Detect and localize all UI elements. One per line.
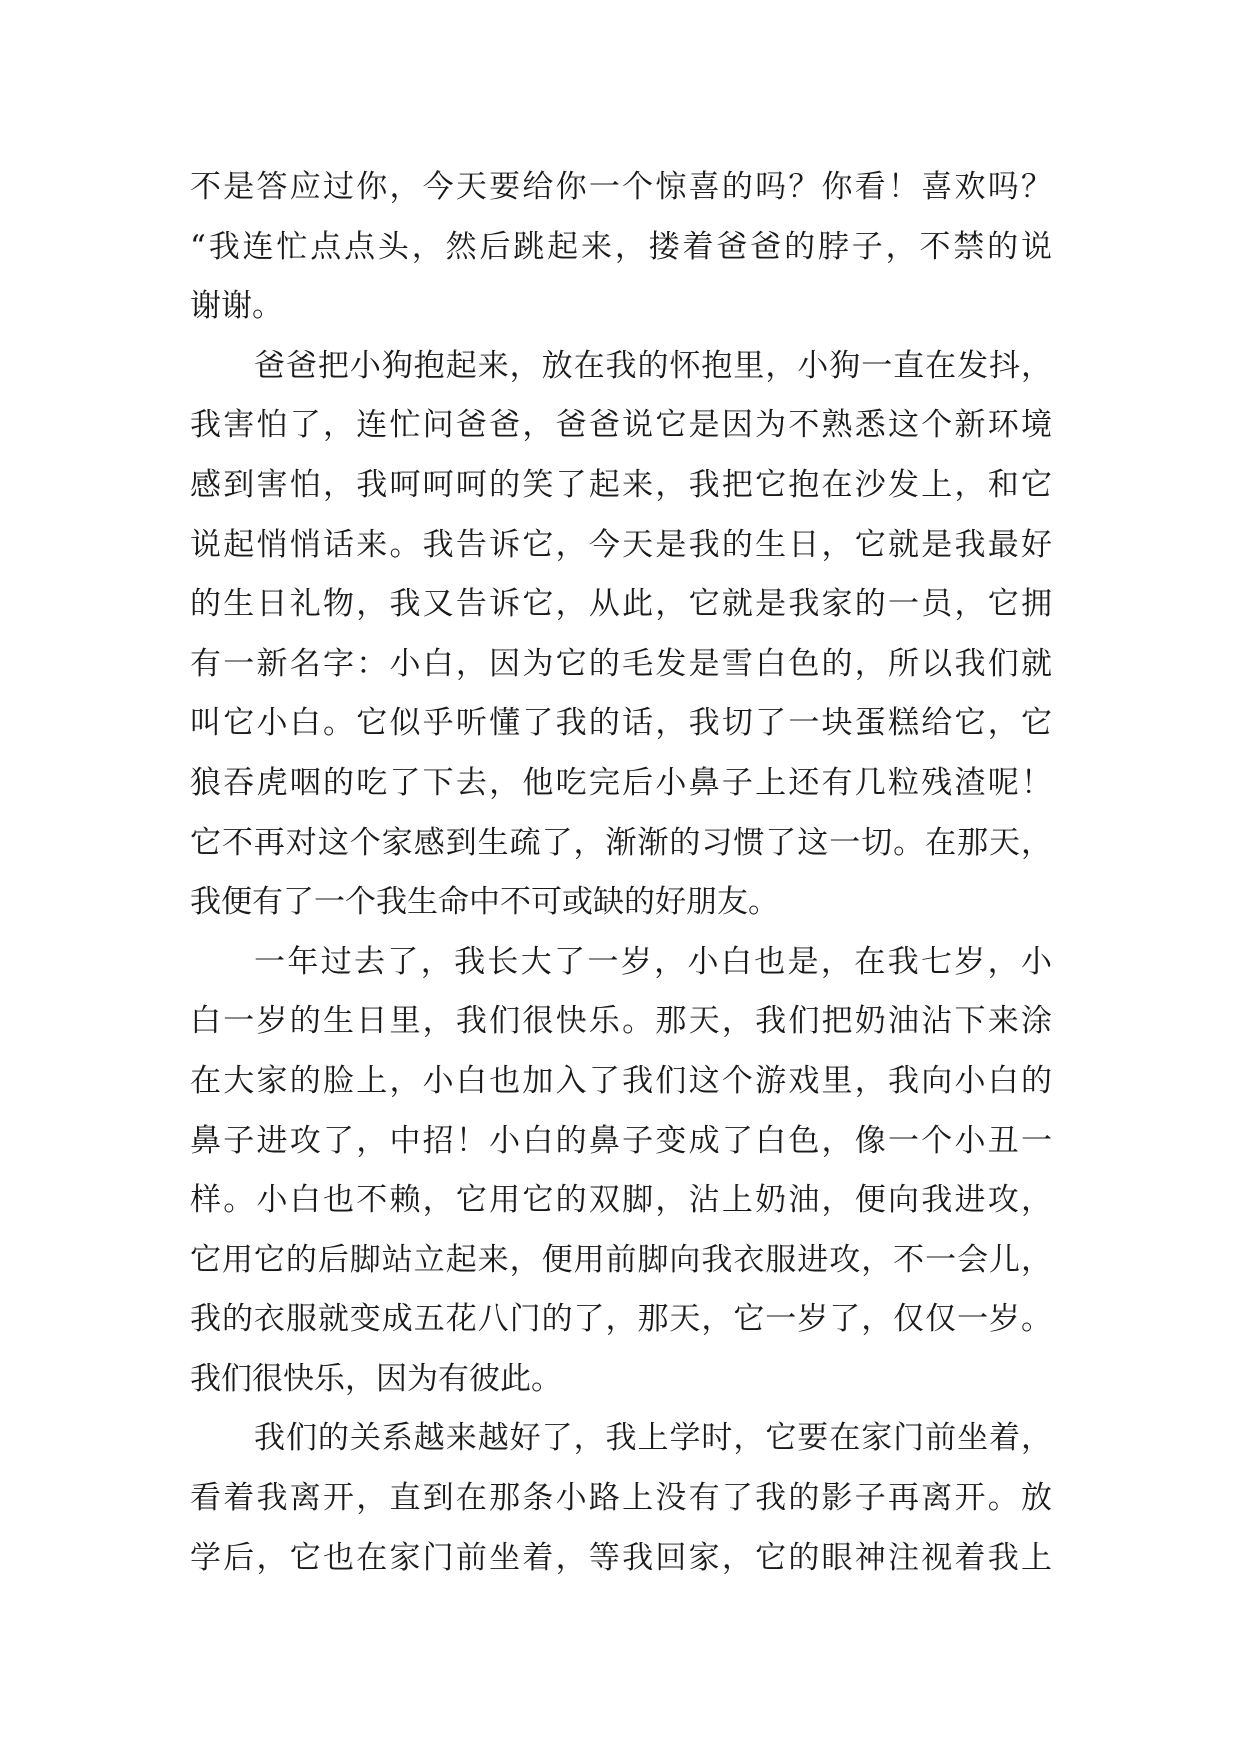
text-line: 样。小白也不赖，它用它的双脚，沾上奶油，便向我进攻，	[190, 1182, 1052, 1219]
text-line: 我害怕了，连忙问爸爸，爸爸说它是因为不熟悉这个新环境	[190, 407, 1052, 444]
text-line: 叫它小白。它似乎听懂了我的话，我切了一块蛋糕给它，它	[190, 705, 1052, 742]
text-line: 我的衣服就变成五花八门的了，那天，它一岁了，仅仅一岁。	[190, 1301, 1052, 1338]
text-line: 鼻子进攻了，中招！小白的鼻子变成了白色，像一个小丑一	[190, 1122, 1052, 1159]
text-line: 不是答应过你，今天要给你一个惊喜的吗？你看！喜欢吗？	[190, 169, 1052, 205]
document-body-text	[190, 158, 1052, 1588]
text-line: 爸爸把小狗抱起来，放在我的怀抱里，小狗一直在发抖，	[254, 347, 1052, 384]
text-line: 的生日礼物，我又告诉它，从此，它就是我家的一员，它拥	[190, 586, 1052, 623]
text-line: 我便有了一个我生命中不可或缺的好朋友。	[190, 884, 779, 921]
text-line: 白一岁的生日里，我们很快乐。那天，我们把奶油沾下来涂	[190, 1003, 1052, 1040]
text-line: 我们很快乐，因为有彼此。	[190, 1360, 562, 1397]
text-line: 学后，它也在家门前坐着，等我回家，它的眼神注视着我上	[190, 1539, 1052, 1576]
text-line: 谢谢。	[190, 288, 283, 325]
text-line: 有一新名字：小白，因为它的毛发是雪白色的，所以我们就	[190, 645, 1052, 682]
text-line: 说起悄悄话来。我告诉它，今天是我的生日，它就是我最好	[190, 526, 1052, 563]
text-line: 在大家的脸上，小白也加入了我们这个游戏里，我向小白的	[190, 1062, 1052, 1099]
text-line: 一年过去了，我长大了一岁，小白也是，在我七岁，小	[254, 943, 1052, 980]
text-line: 我们的关系越来越好了，我上学时，它要在家门前坐着，	[254, 1420, 1052, 1457]
text-line: “我连忙点点头，然后跳起来，搂着爸爸的脖子，不禁的说	[190, 228, 1052, 265]
text-line: 狼吞虎咽的吃了下去，他吃完后小鼻子上还有几粒残渣呢！	[190, 764, 1052, 801]
text-line: 它用它的后脚站立起来，便用前脚向我衣服进攻，不一会儿，	[190, 1241, 1052, 1278]
text-line: 它不再对这个家感到生疏了，渐渐的习惯了这一切。在那天，	[190, 824, 1052, 861]
text-line: 感到害怕，我呵呵呵的笑了起来，我把它抱在沙发上，和它	[190, 466, 1052, 503]
text-line: 看着我离开，直到在那条小路上没有了我的影子再离开。放	[190, 1480, 1052, 1517]
